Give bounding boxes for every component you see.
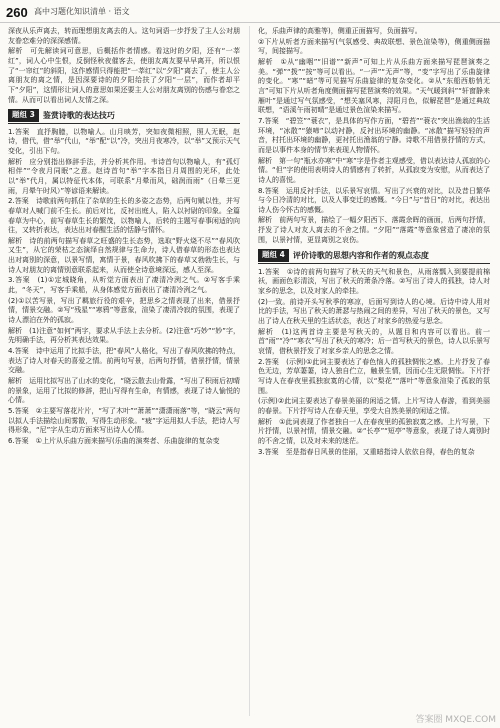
left-item: 6.答案 ①上片从乐曲方面来描写(乐曲的演奏者、乐曲旋律的复杂变 <box>8 436 220 445</box>
watermark-logo: 答案圈 MXQE.COM <box>415 714 496 725</box>
right-item: 解析 (1)这两首诗主要是写秋天的，从题目和内容可以看出。前一首“雨”“冷”“寒衣”写出了秋天的寒冷；后一首写秋天的景色，诗人以乐景写哀情，借秋景抒发了对家乡亲人的思念之情。 <box>258 327 490 356</box>
right-item: 1.答案 ①诗的前两句描写了秋天的天气和景色，从雨落瓢入到要提前棉袄，画面色彩清淡，写出了秋天的萧条冷落。②写出了诗人的孤独，诗人对家乡的思念，以及对家人的牵挂。 <box>258 267 490 296</box>
left-item: 2.答案 诗歌前两句抓住了杂草的生长的多姿之态势，后两句赋以性，并写春草对人喊门前不生长。前后对比，反衬出庭人，陷入以衬尉的印象。全篇春草为中心，前写春草生长的繁茂，以物喻人，后转的主题写春事闲适的向往，又转折表达，表达出对春醒生活的恬静与情怀。 <box>8 197 240 235</box>
page-header <box>0 0 500 23</box>
right-item: 2.答案 (示例)①此词主要表达了春色恼人的孤独惆怅之感。上片抒发了春色无边，芳草萋萋，诗人独自伫立，触景生情，因而心生无限惆怅。下片抒写诗人在春夜里孤独寂寞的心情，以“梨花”“落叶”等意象渲染了孤寂的氛围。 <box>258 357 490 395</box>
section-3-title: 鉴赏诗歌的表达技巧 <box>42 110 115 120</box>
section-4-tag: 题组 4 <box>258 249 289 261</box>
right-item: 解析 ①从“幽咽”“旧谱”“新声”可知上片从乐曲方面来描写琵琶演奏之美。“弹”“拨”“按”等可以看出。“一声”“无声”等，“变”字写出了乐曲旋律的变化。“寒”“暗”等可见描写乐曲旋律的复杂变化。②从“东船西舫悄无言”可知下片从听者角度侧面描写琵琶演奏的效果。“天气暖到斜”“轩窗静来雁叶”是通过写气氛感受，“想关塞风寒，浔阳月色，似解琵琶”是通过典故联想，“语溪午雨初晴”是通过景色渲染来描写。 <box>258 57 490 115</box>
right-item: ②下片从听者方面来描写(气氛感受、典故联想、景色渲染等)，侧重侧面描写，间接描写。 <box>258 37 490 56</box>
section-4-title: 评价诗歌的思想内容和作者的观点态度 <box>292 251 429 261</box>
right-item: 解析 ①此词表现了作者独自一人在春夜里的孤独寂寞之感。上片写景，下片抒情，以景衬情，情景交融。②“长亭”“短亭”等意象，表现了诗人离别时的不舍之情，以及对未来的迷茫。 <box>258 417 490 445</box>
left-item: 解析 诗的前两句描写春草之旺盛的生长态势，选取“野火烧不尽”“春风吹又生”，从它的荣枯之态演绎自然规律与生命力，诗人借春草的形态也表达出对离别的深意，以景写情，寓情于景，春风吹拂下的春草又勃勃生长，与诗人对朋友的离情别意联系起来，从而使全诗意境深远，感人至深。 <box>8 236 240 274</box>
section-3-header <box>8 109 240 123</box>
right-item: 解析 前两句写景，描绘了一幅夕阳西下、落霞余晖的画面，后两句抒情，抒发了诗人对友人离去的不舍之情。“夕阳”“落霞”等意象营造了凄凉的氛围，以景衬情，更显离别之哀伤。 <box>258 216 490 244</box>
intro-paragraph-1: 深夜从乐声离去，转而理想朋友离去的人。这句词语一步抒发了主人公对朋友眷恋难分的深深感情。 <box>8 27 240 45</box>
left-item: 解析 (1)注意“如何”两字，要求从手法上去分析。(2)注意“巧妙”“妙”字，先明确手法，再分析其表达效果。 <box>8 326 240 345</box>
left-item: 解析 运用比拟写出了山水的变化，“晓云散去山骨露，“写出了积雨后初晴的景象，运用了比拟的修辞，把山写得有生命，有情感，表现了诗人愉悦的心情。 <box>8 377 240 405</box>
column-divider <box>249 26 250 716</box>
left-column <box>8 27 240 448</box>
page-number: 260 <box>6 5 28 20</box>
right-item: 8.答案 运用反衬手法，以乐景写哀情。写出了兴衰的对比，以及昔日繁华与今日冷清的对比，以及人事变迁的感慨。“今日”与“昔日”的对比，表达出诗人伤今怀古的感慨。 <box>258 186 490 214</box>
right-item: 3.答案 至是指春日风景的佳丽，又重暗指诗人依依自得，春色的复杂 <box>258 447 475 456</box>
left-item: 1.答案 直抒胸臆，以物喻人。山月映芳，突如夜微相照，照人无眠，赵诗，借代，借“举”代山，“举”配“以”冷，突出月夜寒冷，以“举”又预示天气变化，引出下句。 <box>8 127 241 155</box>
left-item: 4.答案 诗中运用了比拟手法，把“春风”人格化，写出了春风吹拂的特点，表达了诗人对春天的喜爱之情。前两句写景，后两句抒情，借景抒情，情景交融。 <box>8 347 240 375</box>
section-4-header <box>258 249 490 263</box>
right-item: 化，乐曲声律的高雅等)，侧重正面描写，负面描写。 <box>258 27 422 35</box>
right-item: 7.答案 “碧笠”“蓑衣”，是具体的写作方面，“碧苔”“蓑衣”突出渔翁的生活环境，“冰散”“猿啼”以动衬静，反衬出环境的幽静。“冰散”描写轻轻的声音，村托出环境的幽静，更衬托出渔翁的宁静。诗歌不用借景抒情的方式，而是以事件本身的情节来表现人物情怀。 <box>258 116 490 154</box>
right-item: 解析 第一句“瓶水亦寒”中“寒”字是作者主观感受，借以表达诗人孤寂的心情。“但”字的使用表明诗人的情感有了转折，从孤寂变为安慰，从而表达了诗人的喜悦。 <box>258 156 490 184</box>
right-column <box>258 27 490 458</box>
left-item: (2)①以苦写景，写出了羁旅行役的艰辛，把思乡之情表现了出来，借景抒情，情景交融。②写“残星”“寒鸦”等意象，渲染了凄清冷寂的氛围，表现了诗人漂泊在外的孤寂。 <box>8 296 240 325</box>
right-item: (2)一致。前诗开头写秋季的寒凉，后面写到诗人的心境。后诗中诗人用对比的手法，写出了秋天的萧瑟与热闹之间的差异，写出了秋天的景色，又写出了诗人在秋天里的生活状态，表达了对家乡的热爱与思念。 <box>258 297 490 326</box>
left-item: 解析 应分别指出修辞手法，并分析其作用。韦诗首句以物喻人，有“孤灯相伴”“令夜月同眠”之意。赵诗首句“举”字本指日月周围的光环，此处以“举”代月，属以特征代本体，可联系“月晕而风，础润而雨”（日晕三更雨，月晕午时风）”等谚语来解读。 <box>8 157 240 195</box>
left-item: 3.答案 (1)①定城晓角，从听觉方面表出了凄清冷洌之气。②写客手乘此，“冬天”，写客手乘船，从身体感觉方面表出了凄清冷洌之气。 <box>8 276 240 295</box>
section-3-tag: 题组 3 <box>8 109 39 121</box>
left-item: 5.答案 ②主要写落花片片，“写了木叶”“萧萧”“潇潇雨落”等，“晓云”两句以拟人手法描绘山间雾散，写得生动形象。“疲”字运用拟人手法，把诗人写得形象，“尼”字从生动方面来写出诗人心情。 <box>8 406 240 435</box>
book-title: 高中习题化知识清单 · 语文 <box>34 7 130 16</box>
right-item: (示例)②此词主要表达了春景美丽的闲适之情。上片写诗人春游，看到美丽的春景。下片抒写诗人在春天里，享受大自然美景的闲适之情。 <box>258 397 490 415</box>
intro-paragraph-2: 解析 可先解读词可意思，后概括作者情感。看这时的夕阳，还有“一莘红”，词人心中生恨，反倒怪秋夜催客去，使朋友离友要早早离开，所以恨了“一帘红”的斜阳，这作感情只得能把“一莘红”以“夕阳”离去了，使主人公离朋友的离之情，是因深要诗的的夕阳给扶了夕阳“一层”，而作者却平下“夕阳”，这情形让词人的意思如果还要主人公对朋友离别的伤感与眷恋之情。从而可以看出词人友情之深。 <box>8 47 240 104</box>
